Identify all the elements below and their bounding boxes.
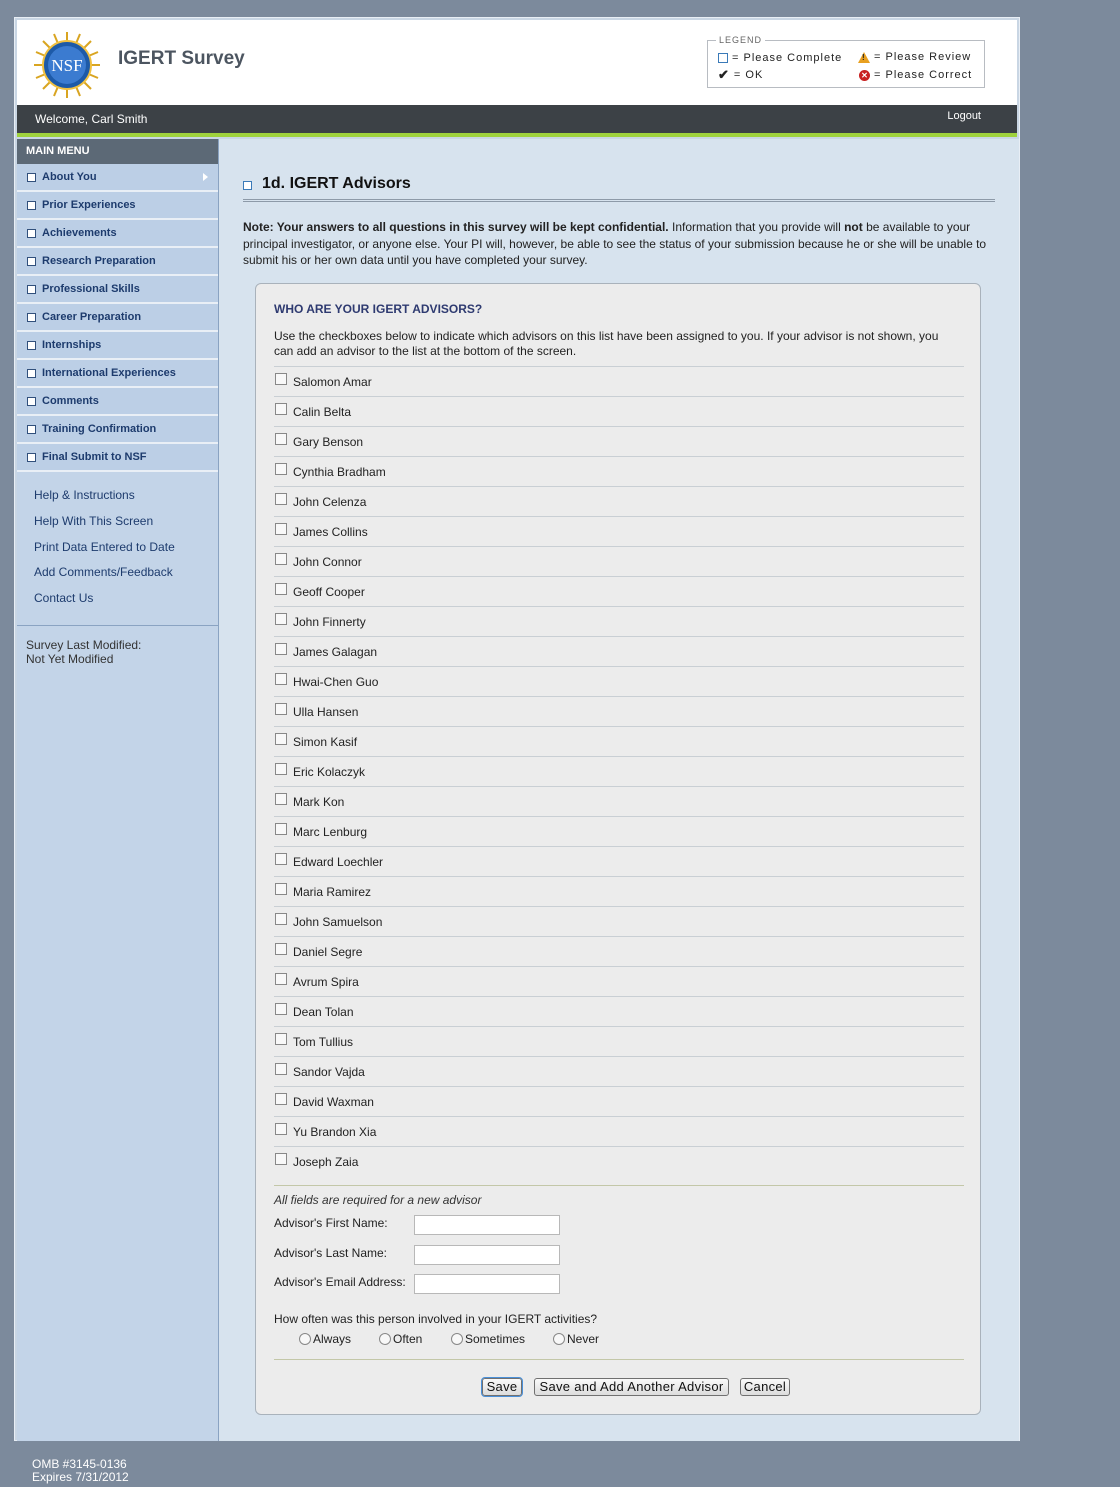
status-box-icon (27, 341, 36, 350)
legend-please-correct: ✕ = Please Correct (859, 69, 972, 81)
advisor-checkbox[interactable] (275, 673, 287, 685)
new-advisor-note: All fields are required for a new advisor (274, 1193, 482, 1207)
last-name-input[interactable] (414, 1245, 560, 1265)
advisor-row[interactable] (274, 1116, 964, 1146)
advisor-row[interactable] (274, 1146, 964, 1176)
radio-button[interactable] (451, 1333, 463, 1345)
advisor-row[interactable] (274, 426, 964, 456)
advisor-name: Edward Loechler (293, 854, 384, 869)
status-box-icon (27, 257, 36, 266)
modified-label: Survey Last Modified: (26, 637, 142, 652)
omb-number: OMB #3145-0136 (32, 1457, 127, 1471)
divider (274, 1359, 964, 1360)
advisor-name: John Connor (293, 554, 362, 569)
menu-item-training-confirmation[interactable]: Training Confirmation (17, 416, 218, 444)
advisor-name: Simon Kasif (293, 734, 358, 749)
radio-button[interactable] (299, 1333, 311, 1345)
advisor-checkbox[interactable] (275, 853, 287, 865)
advisor-row[interactable] (274, 1086, 964, 1116)
omb-footer (32, 1458, 129, 1484)
advisor-row[interactable] (274, 576, 964, 606)
logout-link[interactable]: Logout (947, 110, 981, 122)
advisor-row[interactable] (274, 1056, 964, 1086)
cancel-button[interactable]: Cancel (740, 1378, 790, 1396)
advisor-checkbox[interactable] (275, 463, 287, 475)
email-label: Advisor's Email Address: (274, 1275, 406, 1289)
advisor-name: Maria Ramirez (293, 884, 372, 899)
advisor-name: Yu Brandon Xia (293, 1124, 377, 1139)
advisor-checkbox[interactable] (275, 433, 287, 445)
advisor-name: John Finnerty (293, 614, 366, 629)
advisor-name: John Celenza (293, 494, 367, 509)
omb-expires: Expires 7/31/2012 (32, 1470, 129, 1484)
advisor-name: James Galagan (293, 644, 378, 659)
advisor-checkbox[interactable] (275, 943, 287, 955)
confidentiality-note: Note: Your answers to all questions in this survey will be kept confidential. Information that you provide will not be available to your principal investigator, or anyone else. Your PI will, however, be able to see the status of your submission because he or she will be unable to submit his or her own data until you have completed your survey. (243, 220, 987, 267)
divider (274, 1185, 964, 1186)
page-title: 1d. IGERT Advisors (262, 175, 411, 192)
note-bold: Note: Your answers to all questions in this survey will be kept confidential. (243, 220, 669, 234)
advisor-checkbox[interactable] (275, 913, 287, 925)
advisor-row[interactable] (274, 456, 964, 486)
note-not: not (844, 220, 863, 234)
advisor-row[interactable] (274, 636, 964, 666)
menu-item-final-submit[interactable]: Final Submit to NSF (17, 444, 218, 472)
advisor-row[interactable] (274, 546, 964, 576)
email-input[interactable] (414, 1274, 560, 1294)
status-box-icon (27, 369, 36, 378)
advisor-row[interactable] (274, 696, 964, 726)
help-with-screen-link[interactable]: Help With This Screen (34, 513, 154, 528)
page-title-row (243, 173, 995, 202)
help-links (17, 488, 218, 617)
menu-item-international-experiences[interactable]: International Experiences (17, 360, 218, 388)
status-box-icon (243, 181, 252, 190)
advisor-name: Daniel Segre (293, 944, 363, 959)
advisor-name: Gary Benson (293, 434, 364, 449)
save-and-add-another-button[interactable]: Save and Add Another Advisor (534, 1378, 729, 1396)
help-instructions-link[interactable]: Help & Instructions (34, 488, 135, 502)
advisor-name: Ulla Hansen (293, 704, 359, 719)
advisor-row[interactable] (274, 726, 964, 756)
advisor-checkbox[interactable] (275, 1093, 287, 1105)
advisor-checkbox[interactable] (275, 883, 287, 895)
menu-item-comments[interactable]: Comments (17, 388, 218, 416)
advisor-checkbox[interactable] (275, 823, 287, 835)
site-header (17, 20, 1017, 105)
menu-item-about-you[interactable]: About You (17, 164, 218, 192)
welcome-text: Welcome, Carl Smith (35, 112, 148, 126)
advisor-name: Geoff Cooper (293, 584, 365, 599)
nsf-logo (34, 32, 100, 98)
advisor-checkbox[interactable] (275, 493, 287, 505)
advisor-row[interactable] (274, 666, 964, 696)
last-name-label: Advisor's Last Name: (274, 1246, 387, 1260)
advisor-name: Avrum Spira (293, 974, 359, 989)
advisor-row[interactable] (274, 906, 964, 936)
status-box-icon (27, 173, 36, 182)
status-box-icon (27, 397, 36, 406)
checkmark-icon: ✔ (718, 67, 730, 82)
advisor-row[interactable] (274, 786, 964, 816)
legend-title: LEGEND (716, 35, 765, 45)
advisor-name: Calin Belta (293, 404, 352, 419)
advisor-row[interactable] (274, 816, 964, 846)
advisor-checkbox[interactable] (275, 643, 287, 655)
advisor-name: Eric Kolaczyk (293, 764, 366, 779)
panel-heading: WHO ARE YOUR IGERT ADVISORS? (274, 302, 483, 316)
first-name-input[interactable] (414, 1215, 560, 1235)
print-data-link[interactable]: Print Data Entered to Date (34, 539, 175, 554)
status-legend (707, 35, 985, 88)
app-title: IGERT Survey (118, 48, 245, 69)
radio-sometimes[interactable]: Sometimes (451, 1332, 525, 1346)
welcome-bar (17, 105, 1017, 137)
logo-text: NSF (51, 56, 83, 75)
menu-item-career-preparation[interactable]: Career Preparation (17, 304, 218, 332)
advisor-checkbox[interactable] (275, 793, 287, 805)
advisor-checkbox[interactable] (275, 523, 287, 535)
advisor-row[interactable] (274, 846, 964, 876)
radio-always[interactable]: Always (299, 1332, 351, 1346)
add-comments-link[interactable]: Add Comments/Feedback (34, 565, 173, 580)
advisor-row[interactable] (274, 756, 964, 786)
arrow-right-icon (203, 173, 208, 181)
advisors-panel (255, 283, 981, 1415)
advisor-name: David Waxman (293, 1094, 374, 1109)
warning-icon (858, 52, 870, 63)
legend-please-review: ! = Please Review (858, 51, 971, 63)
status-box-icon (27, 425, 36, 434)
menu-item-prior-experiences[interactable]: Prior Experiences (17, 192, 218, 220)
main-content (219, 139, 1019, 1441)
menu-item-achievements[interactable]: Achievements (17, 220, 218, 248)
survey-modified-status (17, 626, 218, 666)
advisor-name: Mark Kon (293, 794, 345, 809)
advisor-name: Tom Tullius (293, 1034, 354, 1049)
error-icon: ✕ (859, 70, 870, 81)
radio-often[interactable]: Often (379, 1332, 422, 1346)
page-frame (14, 17, 1020, 1441)
advisor-checkbox[interactable] (275, 403, 287, 415)
status-box-icon (27, 201, 36, 210)
advisor-row[interactable] (274, 516, 964, 546)
advisor-name: Sandor Vajda (293, 1064, 365, 1079)
advisor-name: John Samuelson (293, 914, 383, 929)
advisor-checkbox[interactable] (275, 1033, 287, 1045)
advisor-checkbox[interactable] (275, 583, 287, 595)
menu-item-research-preparation[interactable]: Research Preparation (17, 248, 218, 276)
advisor-row[interactable] (274, 996, 964, 1026)
advisor-checkbox[interactable] (275, 613, 287, 625)
advisor-checkbox[interactable] (275, 703, 287, 715)
menu-item-internships[interactable]: Internships (17, 332, 218, 360)
advisor-name: Hwai-Chen Guo (293, 674, 379, 689)
first-name-label: Advisor's First Name: (274, 1216, 388, 1230)
advisor-checkbox[interactable] (275, 733, 287, 745)
radio-button[interactable] (553, 1333, 565, 1345)
main-menu-title: MAIN MENU (17, 139, 218, 164)
menu-item-professional-skills[interactable]: Professional Skills (17, 276, 218, 304)
radio-button[interactable] (379, 1333, 391, 1345)
advisor-row[interactable] (274, 876, 964, 906)
advisor-name: James Collins (293, 524, 368, 539)
status-box-icon (27, 313, 36, 322)
status-box-icon (27, 285, 36, 294)
advisor-checkbox[interactable] (275, 1063, 287, 1075)
status-box-icon (27, 453, 36, 462)
advisor-checkbox[interactable] (275, 763, 287, 775)
empty-box-icon (718, 53, 728, 63)
advisor-row[interactable] (274, 366, 964, 396)
advisor-list (274, 366, 964, 1176)
radio-never[interactable]: Never (553, 1332, 599, 1346)
save-button[interactable]: Save (482, 1378, 522, 1396)
advisor-row[interactable] (274, 606, 964, 636)
advisor-row[interactable] (274, 966, 964, 996)
advisor-checkbox[interactable] (275, 1153, 287, 1165)
frequency-question: How often was this person involved in your IGERT activities? (274, 1312, 598, 1326)
advisor-name: Marc Lenburg (293, 824, 368, 839)
contact-us-link[interactable]: Contact Us (34, 591, 94, 606)
advisor-name: Cynthia Bradham (293, 464, 386, 479)
advisor-row[interactable] (274, 486, 964, 516)
advisor-name: Salomon Amar (293, 374, 372, 389)
advisor-checkbox[interactable] (275, 1123, 287, 1135)
advisor-checkbox[interactable] (275, 373, 287, 385)
advisor-checkbox[interactable] (275, 553, 287, 565)
advisor-checkbox[interactable] (275, 1003, 287, 1015)
legend-please-complete: = Please Complete (718, 52, 842, 64)
status-box-icon (27, 229, 36, 238)
advisor-row[interactable] (274, 1026, 964, 1056)
advisor-name: Joseph Zaia (293, 1154, 359, 1169)
panel-intro: Use the checkboxes below to indicate which advisors on this list have been assigned to you. If your advisor is not shown, you can add an advisor to the list at the bottom of the screen. (274, 329, 939, 358)
modified-value: Not Yet Modified (26, 651, 114, 666)
advisor-row[interactable] (274, 396, 964, 426)
legend-ok: ✔ = OK (718, 67, 764, 82)
advisor-checkbox[interactable] (275, 973, 287, 985)
sidebar (17, 139, 219, 1441)
advisor-name: Dean Tolan (293, 1004, 354, 1019)
advisor-row[interactable] (274, 936, 964, 966)
